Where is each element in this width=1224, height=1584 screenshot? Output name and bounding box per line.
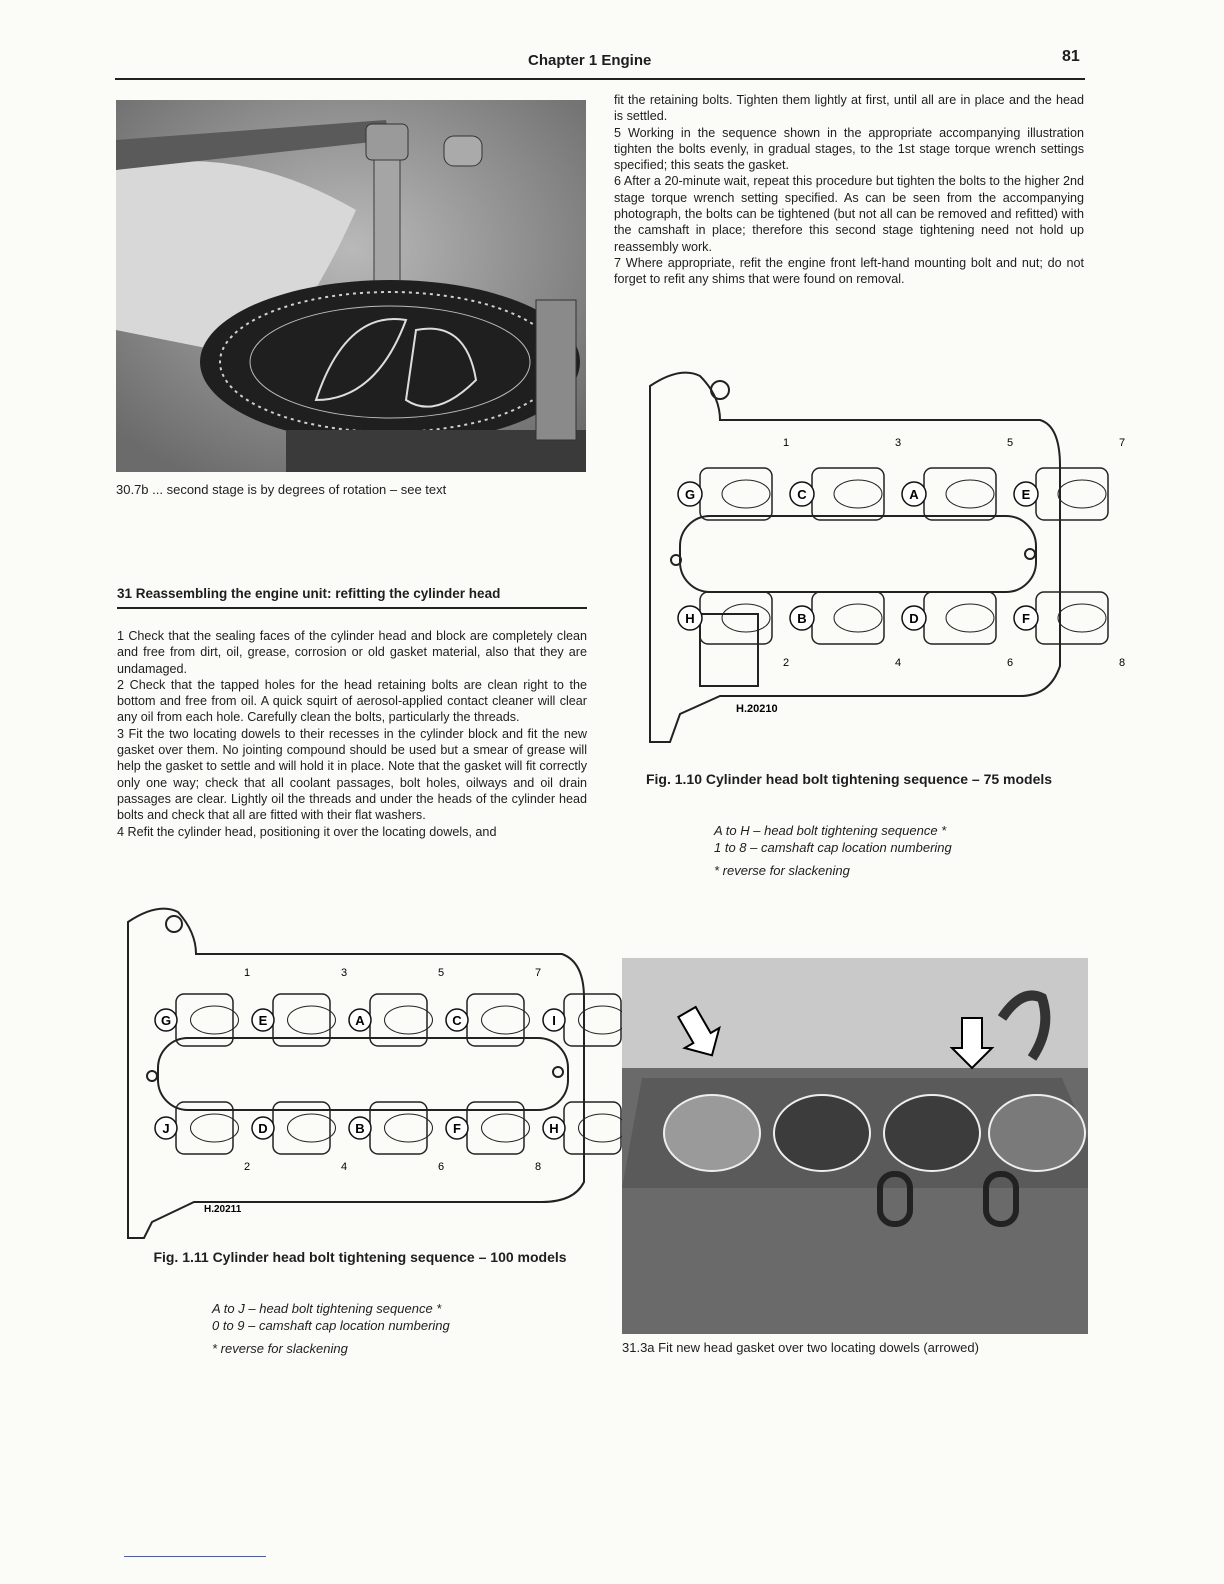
bolt-letter: H — [685, 611, 695, 626]
cap-number: 6 — [437, 1161, 445, 1173]
cap-number: 5 — [1006, 437, 1014, 449]
cam-lobe — [722, 604, 770, 632]
bolt-letter: G — [160, 1013, 172, 1028]
section-rule — [117, 607, 587, 609]
cam-lobe — [1058, 604, 1106, 632]
paragraph: 7 Where appropriate, refit the engine front left-hand mounting bolt and nut; do not forget to refit any shims that were found on removal. — [614, 255, 1084, 287]
cap-number: 4 — [340, 1161, 348, 1173]
paragraph: 3 Fit the two locating dowels to their recesses in the cylinder block and fit the new gasket over them. No jointing compound should be used but a smear of grease will help the gasket to settle and will hold it in place. Note that the gasket will fit correctly only one way; check that all coolant passages, bolt holes, oilways and oil drain passages are clear. Lightly oil the threads and under the heads of the cylinder head bolts and check that all are fitted with their flat washers. — [117, 726, 587, 823]
bolt-letter: F — [1022, 611, 1030, 626]
paragraph: 5 Working in the sequence shown in the appropriate accompanying illustration tighten the bolts evenly, in gradual stages, to the 1st stage torque wrench settings specified; this seats the gasket. — [614, 125, 1084, 173]
paragraph: fit the retaining bolts. Tighten them lightly at first, until all are in place and the head is settled. — [614, 93, 1084, 124]
photo-2-caption: 31.3a Fit new head gasket over two locating dowels (arrowed) — [622, 1340, 979, 1355]
bolt-letter: I — [552, 1013, 556, 1028]
fig-1-11-title: Fig. 1.11 Cylinder head bolt tightening sequence – 100 models — [153, 1249, 567, 1265]
bolt-letter: D — [909, 611, 919, 626]
cap-number: 5 — [437, 967, 445, 979]
camshaft-bay — [924, 468, 996, 520]
cap-number: 3 — [894, 437, 902, 449]
cap-number: 1 — [782, 437, 790, 449]
cap-number: 1 — [243, 967, 251, 979]
paragraph: 4 Refit the cylinder head, positioning it over the locating dowels, and — [117, 824, 497, 839]
fig-1-10-legend — [714, 822, 952, 879]
cap-number: 2 — [243, 1161, 251, 1173]
paragraph: 1 Check that the sealing faces of the cylinder head and block are completely clean and free from dirt, oil, grease, corrosion or old gasket material, also that they are undamaged. — [117, 629, 587, 676]
bolt-letter: J — [162, 1121, 170, 1136]
cam-lobe — [1058, 480, 1106, 508]
camshaft-bay — [812, 592, 884, 644]
cam-lobe — [834, 604, 882, 632]
bolt-letter: E — [258, 1013, 268, 1028]
cam-lobe — [579, 1114, 627, 1142]
fig-1-11-bottom-bolts — [155, 1102, 638, 1173]
right-column-text — [614, 92, 1084, 288]
angle-gauge-illustration — [116, 100, 586, 472]
paragraph: 6 After a 20-minute wait, repeat this procedure but tighten the bolts to the higher 2nd stage torque wrench setting specified. As can be seen from the accompanying photograph, the bolts can be tightened (but not all can be removed and refitted) with the camshaft in place; therefore this second stage tightening need not hold up reassembly work. — [614, 174, 1084, 254]
fig-1-10-bottom-bolts — [678, 592, 1125, 669]
bolt-letter: D — [258, 1121, 268, 1136]
bolt-letter: E — [1021, 487, 1031, 502]
header-rule — [115, 78, 1085, 80]
fig-1-11-top-bolts — [155, 967, 638, 1046]
cam-lobe — [482, 1114, 530, 1142]
cam-lobe — [482, 1006, 530, 1034]
cam-lobe — [722, 480, 770, 508]
paragraph: 2 Check that the tapped holes for the head retaining bolts are clean right to the bottom and free from oil. A quick squirt of aerosol-applied contact cleaner will clear any oil from each hole. Carefully clean the bolts, particularly the threads. — [117, 677, 587, 725]
fig-1-11-ref: H.20211 — [204, 1204, 242, 1215]
bolt-letter: B — [797, 611, 807, 626]
cap-number: 6 — [1006, 657, 1014, 669]
legend-line: 0 to 9 – camshaft cap location numbering — [212, 1318, 450, 1333]
legend-note: * reverse for slackening — [212, 1341, 348, 1356]
footer-line — [124, 1556, 266, 1557]
section-heading: 31 Reassembling the engine unit: refitting the cylinder head — [117, 586, 501, 601]
cam-lobe — [288, 1006, 336, 1034]
camshaft-bay — [564, 1102, 621, 1154]
cap-number: 8 — [534, 1161, 542, 1173]
fig-1-11-diagram — [122, 902, 592, 1242]
legend-line: A to J – head bolt tightening sequence * — [212, 1301, 442, 1316]
section-31-text — [117, 628, 587, 840]
head-gasket-illustration — [622, 958, 1088, 1334]
camshaft-bay — [924, 592, 996, 644]
legend-line: 1 to 8 – camshaft cap location numbering — [714, 840, 952, 855]
degree-disc — [200, 280, 580, 444]
camshaft-bay — [564, 994, 621, 1046]
camshaft-bay — [700, 468, 772, 520]
photo-angle-gauge — [116, 100, 586, 472]
cam-lobe — [288, 1114, 336, 1142]
bolt-letter: C — [797, 487, 807, 502]
bolt-letter: H — [549, 1121, 559, 1136]
cam-lobe — [946, 480, 994, 508]
cap-number: 7 — [1118, 437, 1126, 449]
cap-number: 3 — [340, 967, 348, 979]
fig-1-10-ref: H.20210 — [736, 703, 778, 715]
bolt-letter: C — [452, 1013, 462, 1028]
camshaft-bay — [1036, 592, 1108, 644]
bolt-letter: A — [909, 487, 919, 502]
photo-head-gasket — [622, 958, 1088, 1334]
bolt-letter: B — [355, 1121, 365, 1136]
fig-1-11-legend — [212, 1300, 450, 1357]
cam-lobe — [579, 1006, 627, 1034]
camshaft-bay — [700, 592, 772, 644]
cylinder-head-outline-100 — [122, 902, 592, 1242]
bolt-letter: F — [453, 1121, 461, 1136]
camshaft-bay — [812, 468, 884, 520]
legend-note: * reverse for slackening — [714, 863, 850, 878]
cap-number: 7 — [534, 967, 542, 979]
photo-1-caption: 30.7b ... second stage is by degrees of rotation – see text — [116, 482, 447, 497]
cam-lobe — [946, 604, 994, 632]
cylinder-head-outline-75 — [640, 366, 1126, 746]
cap-number: 2 — [782, 657, 790, 669]
camshaft-bay — [1036, 468, 1108, 520]
running-head: Chapter 1 Engine — [528, 52, 652, 69]
legend-line: A to H – head bolt tightening sequence * — [714, 823, 947, 838]
bolt-letter: G — [684, 487, 696, 502]
cam-lobe — [191, 1006, 239, 1034]
cam-lobe — [834, 480, 882, 508]
cam-lobe — [385, 1114, 433, 1142]
cam-lobe — [191, 1114, 239, 1142]
cap-number: 4 — [894, 657, 902, 669]
fig-1-10-title: Fig. 1.10 Cylinder head bolt tightening sequence – 75 models — [645, 771, 1053, 787]
page-number: 81 — [1062, 48, 1080, 65]
cap-number: 8 — [1118, 657, 1126, 669]
cam-lobe — [385, 1006, 433, 1034]
bolt-letter: A — [355, 1013, 365, 1028]
fig-1-10-diagram — [640, 366, 1126, 746]
